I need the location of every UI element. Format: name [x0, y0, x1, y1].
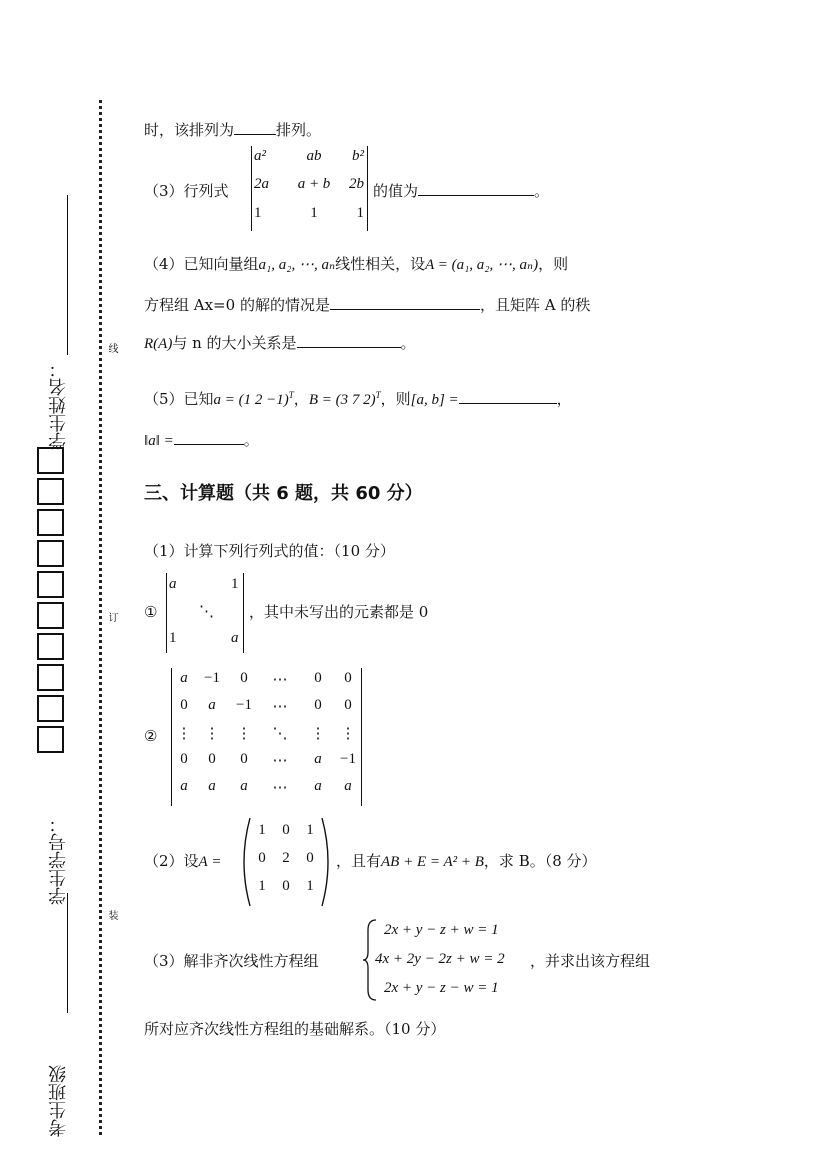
- q3-prefix: （3）行列式: [144, 182, 229, 200]
- q4-line3-b: 与 n 的大小关系是: [172, 334, 297, 352]
- q5-blank-inner[interactable]: [459, 389, 557, 404]
- seal-mark-zhuang: 装: [106, 910, 117, 920]
- q4-line1-b: 线性相关，设: [335, 255, 426, 273]
- q5-then: ，则: [380, 390, 411, 408]
- p2-prefix: [144, 851, 221, 872]
- q4-line1: [144, 254, 568, 275]
- p2-cell: 1: [306, 878, 314, 894]
- q3-cell: 1: [254, 205, 262, 221]
- det2-cell: ⋮: [236, 726, 252, 742]
- q3-cell: ab: [306, 148, 322, 164]
- student-id-line[interactable]: [67, 893, 68, 1013]
- p2-cell: 0: [282, 822, 290, 838]
- q4-line3: [144, 333, 416, 354]
- det1-cell: ⋱: [199, 604, 214, 620]
- p2-suffix-b: ，求 B。（8 分）: [483, 852, 597, 870]
- p2-suffix: [336, 851, 597, 872]
- q3-cell: 2b: [349, 176, 364, 192]
- p2-cell: 1: [306, 822, 314, 838]
- p1-note: ，其中未写出的元素都是 0: [249, 603, 429, 621]
- id-box[interactable]: [37, 571, 64, 598]
- det2-cell: ⋮: [310, 726, 326, 742]
- q4-rank: R(A): [144, 336, 173, 352]
- q5-inner-product: [a, b] =: [410, 392, 459, 408]
- q4-line1-c: ，则: [538, 255, 569, 273]
- p3-eq2: 4x + 2y − 2z + w = 2: [375, 951, 505, 967]
- seal-mark-line: 线: [106, 343, 117, 353]
- det2-cell: a: [314, 751, 322, 767]
- p1-det1-left-bar: [166, 573, 167, 653]
- det1-cell: 1: [169, 630, 177, 646]
- q2-line0-a: 时，该排列为: [144, 121, 235, 139]
- student-name-field[interactable]: [67, 195, 68, 355]
- id-box[interactable]: [37, 478, 64, 505]
- q5-sep: ，: [293, 390, 309, 408]
- det2-cell: 0: [180, 751, 188, 767]
- q5-vector-a: a = (1 2 −1): [213, 392, 289, 408]
- q3-cell: 2a: [254, 176, 269, 192]
- q3-suffix: [373, 181, 549, 201]
- p2-cell: 2: [282, 850, 290, 866]
- q2-line0: [144, 120, 321, 140]
- q4-line2-a: 方程组 Ax=0 的解的情况是: [144, 296, 330, 314]
- det2-cell: a: [314, 778, 322, 794]
- det2-cell: ⋯: [272, 753, 288, 769]
- q5-norm: ‖a‖ =: [144, 433, 174, 449]
- det2-cell: a: [208, 697, 216, 713]
- det2-cell: a: [180, 778, 188, 794]
- q3-cell: 1: [356, 205, 364, 221]
- q5-vector-B: B = (3 7 2): [308, 392, 376, 408]
- id-box[interactable]: [37, 447, 64, 474]
- p2-A-label: A =: [198, 854, 222, 870]
- p3-line2: 所对应齐次线性方程组的基础解系。（10 分）: [144, 1020, 446, 1038]
- seal-mark-ding: 订: [106, 612, 117, 622]
- class-label: 考生班级: [48, 1065, 69, 1137]
- q4-blank-rank[interactable]: [297, 333, 401, 348]
- det2-cell: a: [180, 670, 188, 686]
- det2-cell: a: [344, 778, 352, 794]
- p3-prefix: （3）解非齐次线性方程组: [144, 952, 319, 970]
- q5-comma: ，: [556, 390, 572, 408]
- p2-cell: 0: [282, 878, 290, 894]
- det2-cell: ⋮: [204, 726, 220, 742]
- q3-cell: b²: [352, 148, 364, 164]
- section3-title: 三、计算题（共 6 题，共 60 分）: [144, 483, 423, 504]
- q3-det-left-bar: [251, 146, 252, 231]
- det2-cell: 0: [240, 670, 248, 686]
- det2-cell: 0: [208, 751, 216, 767]
- id-box[interactable]: [37, 695, 64, 722]
- student-id-label: 学生学号：: [48, 815, 69, 905]
- det2-cell: ⋮: [176, 726, 192, 742]
- q3-suffix-text: 的值为: [373, 182, 419, 200]
- q5-end: 。: [243, 431, 259, 449]
- p1-head: （1）计算下列行列式的值：（10 分）: [144, 542, 395, 560]
- det1-cell: a: [231, 630, 239, 646]
- q4-line2: [144, 295, 590, 315]
- right-paren: [322, 818, 328, 906]
- p1-circ2: ②: [144, 727, 158, 745]
- q4-line2-b: ，且矩阵 A 的秩: [479, 296, 591, 314]
- q5-line2: [144, 430, 259, 451]
- q4-line1-a: （4）已知向量组: [144, 255, 259, 273]
- id-box[interactable]: [37, 664, 64, 691]
- q5-line1-a: （5）已知: [144, 390, 214, 408]
- binding-dotted-line: [99, 100, 102, 1135]
- q3-cell: a + b: [297, 176, 331, 192]
- p2-cell: 0: [306, 850, 314, 866]
- det2-cell: 0: [240, 751, 248, 767]
- det2-cell: 0: [344, 670, 352, 686]
- p2-suffix-a: ，且有: [336, 852, 382, 870]
- q5-transpose-B: T: [375, 390, 381, 400]
- q2-blank-order[interactable]: [234, 120, 276, 135]
- q4-line3-c: 。: [400, 334, 416, 352]
- det1-cell: 1: [231, 576, 239, 592]
- p3-suffix: ，并求出该方程组: [530, 952, 651, 970]
- det2-cell: a: [208, 778, 216, 794]
- id-box[interactable]: [37, 726, 64, 753]
- p1-det2-grid[interactable]: [172, 670, 362, 806]
- det2-cell: 0: [180, 697, 188, 713]
- q5-line1: [144, 385, 572, 410]
- det2-cell: −1: [236, 697, 252, 713]
- det2-cell: ⋯: [272, 672, 288, 688]
- q4-matrix-A: A = (a₁, a₂, ⋯, aₙ): [425, 257, 539, 273]
- p1-det1-right-bar: [243, 573, 244, 653]
- det2-cell: 0: [314, 697, 322, 713]
- det2-cell: 0: [314, 670, 322, 686]
- p2-cell: 1: [258, 822, 266, 838]
- q2-line0-b: 排列。: [276, 121, 322, 139]
- det2-cell: ⋯: [272, 780, 288, 796]
- id-box[interactable]: [37, 540, 64, 567]
- det2-cell: ⋯: [272, 699, 288, 715]
- p2-equation: AB + E = A² + B: [381, 854, 484, 870]
- q3-cell: a²: [254, 148, 266, 164]
- q3-det-right-bar: [367, 146, 368, 231]
- det2-cell: ⋱: [272, 726, 288, 742]
- q3-blank[interactable]: [418, 181, 534, 196]
- p2-prefix-text: （2）设: [144, 852, 199, 870]
- q3-cell: 1: [310, 205, 318, 221]
- q4-vectors: a₁, a₂, ⋯, aₙ: [258, 257, 336, 273]
- p3-eq1: 2x + y − z + w = 1: [384, 922, 499, 938]
- q4-blank-solution[interactable]: [330, 295, 480, 310]
- det1-cell: a: [169, 576, 177, 592]
- det2-cell: a: [240, 778, 248, 794]
- det2-cell: ⋮: [340, 726, 356, 742]
- p2-cell: 0: [258, 850, 266, 866]
- id-box[interactable]: [37, 602, 64, 629]
- p2-cell: 1: [258, 878, 266, 894]
- q5-blank-norm[interactable]: [174, 430, 244, 445]
- p3-eq3: 2x + y − z − w = 1: [384, 980, 499, 996]
- p1-circ1: ①: [144, 603, 158, 621]
- id-box[interactable]: [37, 633, 64, 660]
- det2-cell: −1: [340, 751, 356, 767]
- student-name-label: 学生姓名：: [48, 360, 69, 450]
- q3-end: 。: [534, 182, 550, 200]
- det2-cell: −1: [204, 670, 220, 686]
- det2-cell: 0: [344, 697, 352, 713]
- q5-transpose-a: T: [288, 390, 294, 400]
- id-box[interactable]: [37, 509, 64, 536]
